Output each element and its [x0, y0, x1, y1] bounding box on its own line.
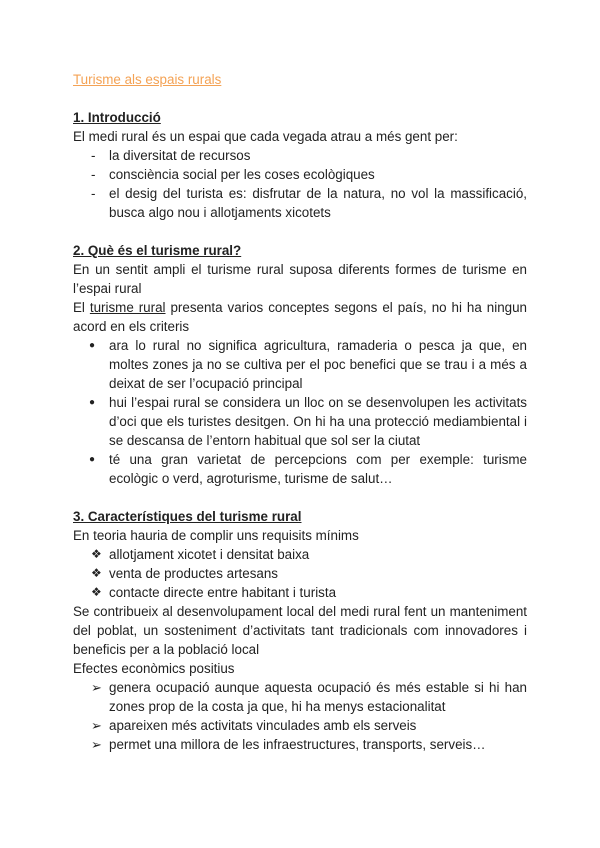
dash-marker: - — [91, 186, 96, 201]
arrow-icon: ➢ — [91, 718, 102, 733]
document-page — [73, 70, 527, 754]
list-item: ● té una gran varietat de percepcions com per exemple: turisme ecològic o verd, agroturisme, turisme de salut… — [89, 452, 527, 486]
section-2-para-1: En un sentit ampli el turisme rural suposa diferents formes de turisme en l’espai rural — [73, 262, 527, 296]
section-2-para-2: El turisme rural presenta varios conceptes segons el país, no hi ha ningun acord en els criteris — [73, 300, 527, 334]
turisme-rural-link[interactable]: turisme rural — [89, 300, 166, 315]
section-3-heading: 3. Característiques del turisme rural — [73, 509, 302, 524]
list-item: ❖ allotjament xicotet i densitat baixa — [91, 547, 310, 562]
bullet-icon: ● — [89, 454, 96, 465]
effects-list — [73, 678, 527, 754]
diamond-icon: ❖ — [91, 566, 102, 580]
section-2-list — [73, 336, 527, 488]
section-2-heading: 2. Què és el turisme rural? — [73, 243, 242, 258]
list-item: - consciència social per les coses ecològiques — [91, 167, 375, 182]
document-title[interactable]: Turisme als espais rurals — [73, 72, 222, 87]
list-item: - la diversitat de recursos — [91, 148, 251, 163]
diamond-icon: ❖ — [91, 585, 102, 599]
dash-marker: - — [91, 148, 96, 163]
list-item: ● hui l’espai rural se considera un lloc on se desenvolupen les activitats d’oci que els turistes desitgen. On hi ha una protecció mediambiental i se descansa de l’entorn habitual que sol ser la ciutat — [89, 395, 527, 448]
list-item: ● ara lo rural no significa agricultura, ramaderia o pesca ja que, en moltes zones ja no se cultiva per el poc benefici que se trau i a més a deixat de ser l’ocupació principal — [89, 338, 527, 391]
requirements-list — [73, 545, 527, 602]
dash-marker: - — [91, 167, 96, 182]
list-item: ➢ apareixen més activitats vinculades amb els serveis — [91, 718, 417, 733]
list-item: - el desig del turista es: disfrutar de la natura, no vol la massificació, busca algo nou i allotjaments xicotets — [91, 186, 527, 220]
section-3-para: Se contribueix al desenvolupament local del medi rural fent un manteniment del poblat, un sosteniment d’activitats tant tradicionals com innovadores i beneficis per a la població local — [73, 604, 527, 657]
arrow-icon: ➢ — [91, 737, 102, 752]
arrow-icon: ➢ — [91, 680, 102, 695]
bullet-icon: ● — [89, 397, 96, 408]
list-item: ❖ contacte directe entre habitant i turista — [91, 585, 337, 600]
section-1-heading: 1. Introducció — [73, 110, 161, 125]
section-1-list — [73, 146, 527, 222]
section-1-intro: El medi rural és un espai que cada vegada atrau a més gent per: — [73, 129, 458, 144]
effects-label: Efectes econòmics positius — [73, 661, 235, 676]
diamond-icon: ❖ — [91, 547, 102, 561]
list-item: ➢ genera ocupació aunque aquesta ocupació és més estable si hi han zones prop de la costa ja que, hi ha menys estacionalitat — [91, 680, 527, 714]
section-3-intro: En teoria hauria de complir uns requisits mínims — [73, 528, 359, 543]
list-item: ❖ venta de productes artesans — [91, 566, 278, 581]
bullet-icon: ● — [89, 340, 96, 351]
list-item: ➢ permet una millora de les infraestructures, transports, serveis… — [91, 737, 486, 752]
